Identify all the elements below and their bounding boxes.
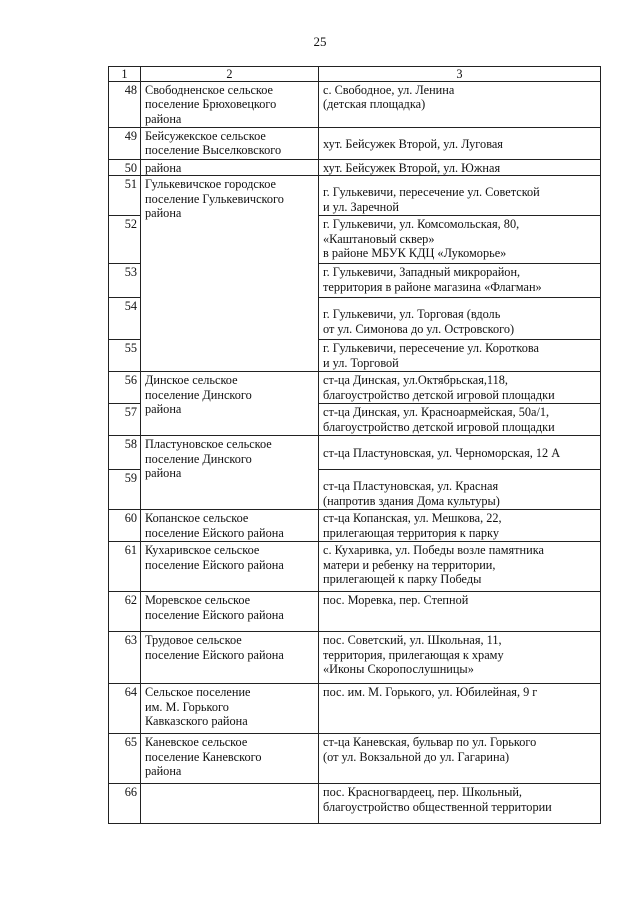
row-number: 58	[109, 436, 141, 470]
settlement-line: поселение Ейского района	[145, 525, 284, 540]
address-line: территория, прилегающая к храму	[323, 647, 504, 662]
address-line: хут. Бейсужек Второй, ул. Южная	[323, 161, 501, 175]
address-line: ст-ца Каневская, бульвар по ул. Горького	[323, 735, 537, 750]
settlement-line: Кавказского района	[145, 714, 248, 729]
table-row	[109, 592, 601, 632]
column-header: 3	[319, 67, 601, 82]
settlements-table	[108, 66, 601, 824]
row-number: 48	[109, 82, 141, 128]
address-line: с. Кухаривка, ул. Победы возле памятника	[323, 543, 544, 558]
address-cell	[319, 734, 601, 784]
row-number: 52	[109, 216, 141, 264]
settlement-line: Копанское сельское	[145, 511, 249, 526]
address-line: ст-ца Динская, ул.Октябрьская,118,	[323, 373, 508, 388]
table-row	[109, 510, 601, 542]
table-header-row	[109, 67, 601, 82]
address-line: ст-ца Пластуновская, ул. Красная	[323, 479, 499, 494]
settlement-line: Гулькевичское городское	[145, 177, 276, 192]
row-number: 56	[109, 372, 141, 404]
address-line: г. Гулькевичи, ул. Комсомольская, 80,	[323, 217, 520, 232]
row-number: 50	[109, 160, 141, 176]
row-number: 49	[109, 128, 141, 160]
address-line: г. Гулькевичи, ул. Торговая (вдоль	[323, 307, 501, 322]
settlement-line: поселение Ейского района	[145, 557, 284, 572]
settlement-line: района	[145, 161, 182, 175]
address-line: и ул. Торговой	[323, 355, 399, 370]
address-cell	[319, 372, 601, 404]
row-number: 62	[109, 592, 141, 632]
address-cell	[319, 82, 601, 128]
address-line: г. Гулькевичи, пересечение ул. Короткова	[323, 341, 540, 356]
settlement-line: Трудовое сельское	[145, 633, 242, 648]
address-line: благоустройство детской игровой площадки	[323, 387, 555, 402]
address-line: г. Гулькевичи, Западный микрорайон,	[323, 265, 521, 280]
settlement-line: Динское сельское	[145, 373, 238, 388]
table-row	[109, 82, 601, 128]
table-row	[109, 372, 601, 404]
settlement-cell	[141, 684, 319, 734]
address-cell	[319, 632, 601, 684]
settlement-cell	[141, 784, 319, 824]
address-line: благоустройство общественной территории	[323, 799, 552, 814]
row-number: 57	[109, 404, 141, 436]
settlement-cell	[141, 734, 319, 784]
address-line: «Иконы Скоропослушницы»	[323, 662, 474, 677]
address-line: пос. им. М. Горького, ул. Юбилейная, 9 г	[323, 685, 538, 700]
table-row	[109, 542, 601, 592]
settlement-line: Каневское сельское	[145, 735, 248, 750]
settlement-line: района	[145, 466, 182, 481]
settlement-line: Свободненское сельское	[145, 83, 274, 97]
settlement-line: Пластуновское сельское	[145, 437, 272, 452]
table-row	[109, 632, 601, 684]
settlement-line: Сельское поселение	[145, 685, 251, 700]
row-number: 59	[109, 470, 141, 510]
address-line: (детская площадка)	[323, 97, 426, 112]
settlement-line: поселение Брюховецкого	[145, 97, 277, 112]
settlement-line: Кухаривское сельское	[145, 543, 260, 558]
table-row	[109, 436, 601, 470]
address-cell	[319, 592, 601, 632]
address-line: ст-ца Копанская, ул. Мешкова, 22,	[323, 511, 502, 526]
address-line: ст-ца Пластуновская, ул. Черноморская, 12 А	[323, 446, 561, 461]
address-cell	[319, 470, 601, 510]
address-line: территория в районе магазина «Флагман»	[323, 279, 542, 294]
address-line: и ул. Заречной	[323, 199, 399, 214]
settlement-line: поселение Динского	[145, 387, 252, 402]
address-line: матери и ребенку на территории,	[323, 557, 496, 572]
address-line: пос. Красногвардеец, пер. Школьный,	[323, 785, 522, 800]
row-number: 64	[109, 684, 141, 734]
address-line: с. Свободное, ул. Ленина	[323, 83, 455, 97]
settlement-cell	[141, 160, 319, 176]
row-number: 53	[109, 264, 141, 298]
address-cell	[319, 784, 601, 824]
address-line: хут. Бейсужек Второй, ул. Луговая	[323, 136, 503, 151]
column-header: 1	[109, 67, 141, 82]
settlement-line: района	[145, 764, 182, 779]
table-row	[109, 684, 601, 734]
settlement-line: поселение Ейского района	[145, 607, 284, 622]
address-cell	[319, 404, 601, 436]
page-number: 25	[313, 34, 327, 49]
row-number: 63	[109, 632, 141, 684]
address-cell	[319, 510, 601, 542]
settlement-line: Бейсужекское сельское	[145, 129, 266, 143]
table-row	[109, 784, 601, 824]
address-line: пос. Моревка, пер. Степной	[323, 593, 469, 608]
table-row	[109, 176, 601, 216]
settlement-cell	[141, 372, 319, 436]
settlement-line: района	[145, 206, 182, 221]
address-cell	[319, 298, 601, 340]
settlement-cell	[141, 436, 319, 510]
address-cell	[319, 128, 601, 160]
settlement-line: поселение Каневского	[145, 749, 262, 764]
settlement-cell	[141, 592, 319, 632]
address-line: прилегающей к парку Победы	[323, 572, 482, 587]
address-line: от ул. Симонова до ул. Островского)	[323, 321, 515, 336]
address-line: (напротив здания Дома культуры)	[323, 493, 500, 508]
address-line: прилегающая территория к парку	[323, 525, 499, 540]
table-row	[109, 160, 601, 176]
settlement-line: района	[145, 111, 182, 126]
settlement-line: района	[145, 402, 182, 417]
address-line: (от ул. Вокзальной до ул. Гагарина)	[323, 749, 510, 764]
settlement-cell	[141, 542, 319, 592]
settlement-line: поселение Гулькевичского	[145, 191, 284, 206]
address-cell	[319, 160, 601, 176]
settlement-line: им. М. Горького	[145, 699, 229, 714]
address-line: в районе МБУК КДЦ «Лукоморье»	[323, 246, 507, 261]
address-cell	[319, 216, 601, 264]
settlement-cell	[141, 128, 319, 160]
settlement-cell	[141, 510, 319, 542]
address-line: благоустройство детской игровой площадки	[323, 419, 555, 434]
address-cell	[319, 264, 601, 298]
address-cell	[319, 176, 601, 216]
settlement-cell	[141, 176, 319, 372]
address-cell	[319, 436, 601, 470]
column-header: 2	[141, 67, 319, 82]
row-number: 61	[109, 542, 141, 592]
address-line: «Каштановый сквер»	[323, 231, 435, 246]
row-number: 55	[109, 340, 141, 372]
address-line: ст-ца Динская, ул. Красноармейская, 50а/1,	[323, 405, 550, 420]
settlement-line: Моревское сельское	[145, 593, 251, 608]
row-number: 65	[109, 734, 141, 784]
address-line: г. Гулькевичи, пересечение ул. Советской	[323, 185, 540, 200]
settlement-cell	[141, 632, 319, 684]
row-number: 60	[109, 510, 141, 542]
settlement-cell	[141, 82, 319, 128]
address-line: пос. Советский, ул. Школьная, 11,	[323, 633, 502, 648]
settlement-line: поселение Выселковского	[145, 143, 282, 158]
address-cell	[319, 340, 601, 372]
table-row	[109, 128, 601, 160]
settlement-line: поселение Динского	[145, 451, 252, 466]
row-number: 51	[109, 176, 141, 216]
table-row	[109, 734, 601, 784]
address-cell	[319, 684, 601, 734]
row-number: 54	[109, 298, 141, 340]
row-number: 66	[109, 784, 141, 824]
settlement-line: поселение Ейского района	[145, 647, 284, 662]
address-cell	[319, 542, 601, 592]
